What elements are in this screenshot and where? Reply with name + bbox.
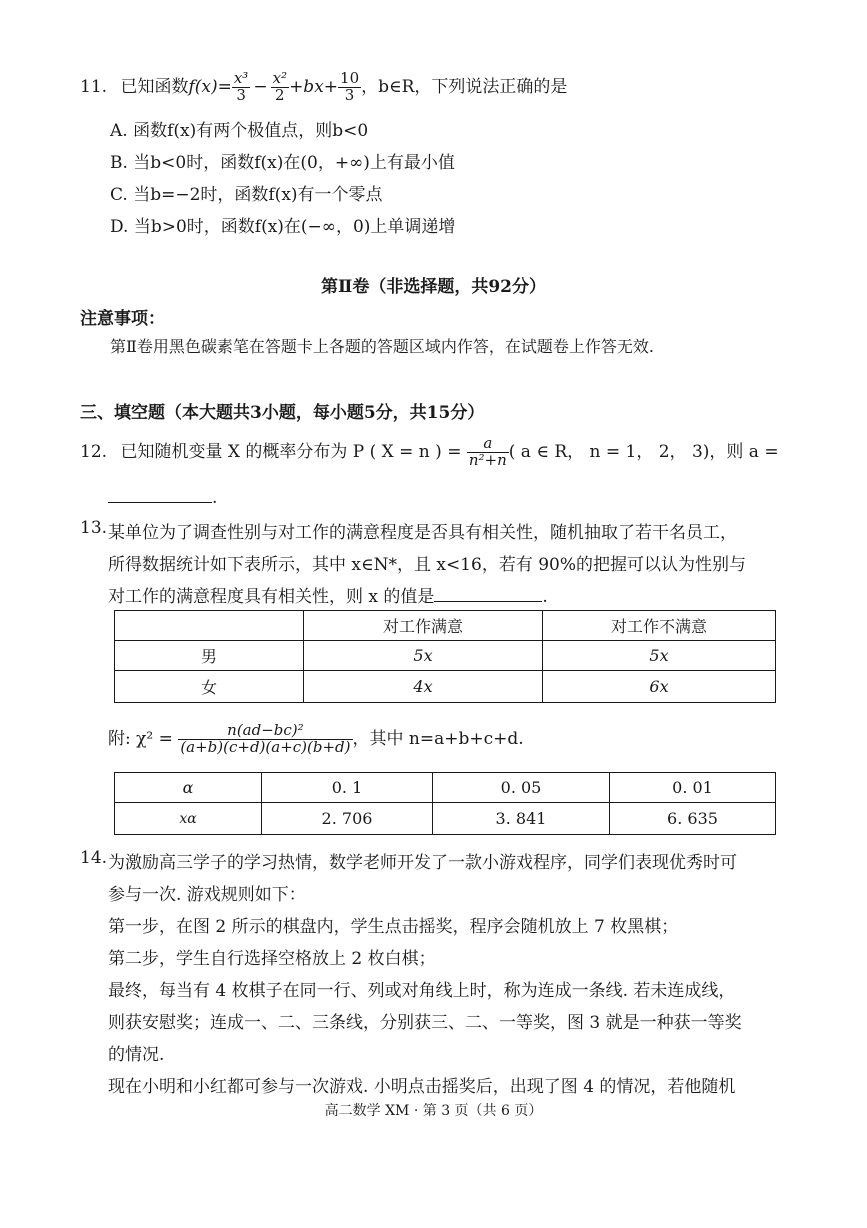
q13-number: 13. xyxy=(80,518,108,538)
q12-text: 已知随机变量 X 的概率分布为 P ( X = n ) = xyxy=(120,442,462,462)
table-cell: 0. 05 xyxy=(433,773,610,803)
notice-heading: 注意事项： xyxy=(80,309,165,329)
q11-frac-3: $\frac{10}{3}$ xyxy=(340,69,360,104)
q13-contingency-table xyxy=(114,610,776,703)
formula-prefix: 附: χ² = xyxy=(108,729,173,749)
page-footer: 高二数学 XM · 第 3 页（共 6 页） xyxy=(324,1103,543,1119)
q11-mid: +bx+ xyxy=(289,77,339,97)
formula-suffix: ，其中 n=a+b+c+d. xyxy=(352,729,524,749)
q11-tail: ，b∈R，下列说法正确的是 xyxy=(361,77,568,97)
q13-line-3: 对工作的满意程度具有相关性，则 x 的值是 . xyxy=(108,582,548,607)
table-cell: 男 xyxy=(115,641,304,671)
table-cell: 3. 841 xyxy=(433,803,610,835)
table-cell: 女 xyxy=(115,671,304,703)
q14-line-7: 的情况. xyxy=(108,1045,165,1065)
q11-fx: f(x)= xyxy=(188,77,232,97)
table-cell: 0. 1 xyxy=(262,773,433,803)
formula-fraction: $\frac{\text{n(ad−bc)²}}{(a+b)(c+d)(a+c)(b+d)}$ xyxy=(180,721,351,756)
q14-line-2: 参与一次. 游戏规则如下： xyxy=(108,885,306,905)
q13-line-2: 所得数据统计如下表所示，其中 x∈N*，且 x<16，若有 90%的把握可以认为性别与 xyxy=(108,555,747,575)
q11-option-a: A. 函数f(x)有两个极值点，则b<0 xyxy=(110,121,369,141)
q11-minus: − xyxy=(253,77,268,97)
table-cell: 6x xyxy=(543,671,776,703)
table-cell: 4x xyxy=(304,671,543,703)
q11-stem xyxy=(80,62,567,112)
table-cell: α xyxy=(115,773,262,803)
q11-option-d: D. 当b>0时，函数f(x)在(−∞，0)上单调递增 xyxy=(110,217,456,237)
q11-lead: 已知函数 xyxy=(120,77,189,97)
q14-number: 14. xyxy=(80,848,108,868)
q11-frac-2: $\frac{\text{x²}}{2}$ xyxy=(272,69,288,104)
q14-line-4: 第二步，学生自行选择空格放上 2 枚白棋； xyxy=(108,949,436,969)
q14-line-6: 则获安慰奖；连成一、二、三条线，分别获三、二、一等奖，图 3 就是一种获一等奖 xyxy=(108,1013,742,1033)
section2-title: 第Ⅱ卷（非选择题，共92分） xyxy=(321,277,546,297)
table-cell: 5x xyxy=(543,641,776,671)
q13-critical-value-table xyxy=(114,772,776,835)
q14-line-1: 为激励高三学子的学习热情，数学老师开发了一款小游戏程序，同学们表现优秀时可 xyxy=(108,853,737,873)
notice-body: 第Ⅱ卷用黑色碳素笔在答题卡上各题的答题区域内作答，在试题卷上作答无效. xyxy=(110,337,654,356)
table-header-cell: 对工作不满意 xyxy=(543,611,776,641)
table-cell: xα xyxy=(115,803,262,835)
table-header-cell xyxy=(115,611,304,641)
table-cell: 6. 635 xyxy=(610,803,776,835)
q13-line-1: 某单位为了调查性别与对工作的满意程度是否具有相关性，随机抽取了若干名员工， xyxy=(108,523,737,543)
q11-number: 11. xyxy=(80,77,108,97)
q12-fraction: $\frac{a}{\text{n²+n}}$ xyxy=(468,434,507,469)
q12-stem xyxy=(80,430,779,474)
q12-tail: ( a ∈ R， n = 1， 2， 3)，则 a = xyxy=(508,442,779,462)
q11-frac-1: $\frac{\text{x³}}{3}$ xyxy=(233,69,249,104)
table-cell: 2. 706 xyxy=(262,803,433,835)
q14-line-5: 最终，每当有 4 枚棋子在同一行、列或对角线上时，称为连成一条线. 若未连成线， xyxy=(108,981,736,1001)
table-cell: 5x xyxy=(304,641,543,671)
q14-line-8: 现在小明和小红都可参与一次游戏. 小明点击摇奖后，出现了图 4 的情况，若他随机 xyxy=(108,1077,736,1097)
q12-answer-blank: . xyxy=(108,484,217,508)
part3-title: 三、填空题（本大题共3小题，每小题5分，共15分） xyxy=(80,403,485,423)
q12-number: 12. xyxy=(80,442,108,462)
chi-square-formula xyxy=(108,712,524,766)
q11-option-c: C. 当b=−2时，函数f(x)有一个零点 xyxy=(110,185,383,205)
table-header-cell: 对工作满意 xyxy=(304,611,543,641)
table-cell: 0. 01 xyxy=(610,773,776,803)
q11-option-b: B. 当b<0时，函数f(x)在(0，+∞)上有最小值 xyxy=(110,153,455,173)
q14-line-3: 第一步，在图 2 所示的棋盘内，学生点击摇奖，程序会随机放上 7 枚黑棋； xyxy=(108,917,679,937)
